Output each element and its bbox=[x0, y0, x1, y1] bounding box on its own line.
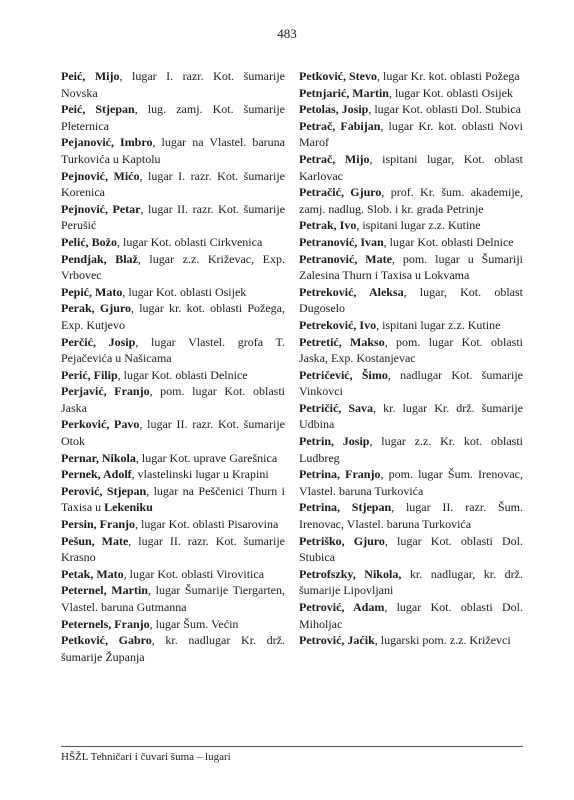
entry-name: Petrak, Ivo bbox=[299, 218, 357, 233]
register-entry bbox=[299, 334, 523, 367]
register-entry bbox=[299, 499, 523, 532]
entry-name: Petrina, Franjo bbox=[299, 467, 381, 482]
entry-name: Perović, Stjepan bbox=[61, 483, 147, 498]
entry-description: , nadlugar Kot. šumarije Vinkovci bbox=[299, 367, 523, 399]
register-entry bbox=[61, 251, 285, 284]
entry-name: Perak, Gjuro bbox=[61, 301, 131, 316]
entry-name: Petranović, Ivan bbox=[299, 234, 384, 249]
entry-description: , lugar Kot. oblasti Dol. Stubica bbox=[368, 102, 521, 117]
entry-description: , lugar z.z. Križevac, Exp. Vrbovec bbox=[61, 251, 285, 283]
left-column bbox=[61, 68, 285, 665]
entry-name: Petričević, Šimo bbox=[299, 367, 388, 382]
entry-description: , lugar Kot. oblasti Osijek bbox=[122, 284, 247, 299]
register-entry bbox=[61, 416, 285, 449]
entry-description: , lugar I. razr. Kot. šumarije Novska bbox=[61, 69, 285, 100]
entry-name: Pejnović, Petar bbox=[61, 201, 141, 216]
entry-name: Pernek, Adolf bbox=[61, 467, 132, 482]
entry-name: Petranović, Mate bbox=[299, 251, 392, 266]
register-entry bbox=[61, 466, 285, 483]
entry-description: , lugarski pom. z.z. Križevci bbox=[374, 633, 511, 648]
register-entry bbox=[299, 184, 523, 217]
entry-name: Pejanović, Imbro bbox=[61, 135, 153, 150]
entry-description: , lugar Kot. oblasti Pisarovina bbox=[135, 517, 279, 532]
register-columns bbox=[61, 68, 523, 665]
entry-description: , lugar Kot. oblasti Cirkvenica bbox=[116, 234, 263, 249]
entry-description: , prof. Kr. šum. akademije, zamj. nadlug. Slob. i kr. grada Petrinje bbox=[299, 185, 523, 216]
entry-description: , ispitani lugar z.z. Kutine bbox=[376, 317, 501, 332]
entry-name: Petnjarić, Martin bbox=[299, 85, 389, 100]
entry-description: , lugar Kr. kot. oblasti Novi Marof bbox=[299, 118, 523, 150]
register-entry bbox=[61, 300, 285, 333]
register-entry bbox=[61, 101, 285, 134]
register-entry bbox=[61, 483, 285, 516]
entry-description: , kr. nadlugar Kr. drž. šumarije Županja bbox=[61, 633, 286, 664]
entry-description: , ispitani lugar, Kot. oblast Karlovac bbox=[299, 151, 524, 183]
entry-description: , lugar Šumarije Tiergarten, Vlastel. baruna Gutmanna bbox=[61, 583, 286, 614]
entry-description: , lugar Kot. oblasti Virovitica bbox=[123, 566, 265, 581]
entry-description: , lugar na Peščenici Thurn i Taxisa u bbox=[61, 483, 285, 515]
entry-description: , pom. lugar Kot. oblasti Jaska bbox=[61, 384, 285, 415]
register-entry bbox=[299, 599, 523, 632]
entry-location-bold: Lekeniku bbox=[104, 500, 153, 515]
register-entry bbox=[61, 134, 285, 167]
entry-description: , pom. lugar Šum. Irenovac, Vlastel. baruna Turkovića bbox=[299, 467, 524, 498]
entry-description: , lugar Kr. kot. oblasti Požega bbox=[376, 69, 520, 83]
entry-description: , vlastelinski lugar u Krapini bbox=[131, 467, 269, 482]
entry-name: Petolas, Josip bbox=[299, 102, 369, 117]
register-entry bbox=[61, 582, 285, 615]
entry-description: , kr. lugar Kr. drž. šumarije Udbina bbox=[299, 400, 523, 432]
register-entry bbox=[61, 68, 285, 101]
register-entry bbox=[61, 516, 285, 533]
register-entry bbox=[299, 466, 523, 499]
entry-name: Peternel, Martin bbox=[61, 583, 148, 598]
entry-name: Petak, Mato bbox=[61, 566, 124, 581]
register-entry bbox=[61, 367, 285, 384]
entry-description: , lugar II. razr. Kot. šumarije Otok bbox=[61, 417, 286, 449]
entry-name: Petračić, Gjuro bbox=[299, 185, 382, 200]
entry-description: , lugar I. razr. Kot. šumarije Korenica bbox=[61, 168, 285, 200]
register-entry bbox=[299, 68, 523, 85]
entry-description: , lugar II. razr. Kot. šumarije Perušić bbox=[61, 201, 286, 233]
right-column bbox=[299, 68, 523, 665]
entry-description: , lugar na Vlastel. baruna Turkovića u Kaptolu bbox=[61, 135, 285, 166]
entry-name: Petrović, Jaćik bbox=[299, 633, 375, 648]
entry-name: Petrović, Adam bbox=[299, 600, 385, 614]
entry-name: Pešun, Mate bbox=[61, 533, 129, 548]
register-entry bbox=[61, 533, 285, 566]
register-entry bbox=[299, 566, 523, 599]
entry-name: Persin, Franjo bbox=[61, 517, 135, 532]
entry-description: , lugar kr. kot. oblasti Požega, Exp. Kutjevo bbox=[61, 301, 285, 332]
register-entry bbox=[61, 566, 285, 583]
register-entry bbox=[61, 168, 285, 201]
register-entry bbox=[299, 367, 523, 400]
footer-title: HŠŽL Tehničari i čuvari šuma – lugari bbox=[61, 751, 231, 763]
entry-description: , lugar Šum. Većin bbox=[149, 616, 239, 631]
register-entry bbox=[61, 234, 285, 251]
footer-divider bbox=[61, 746, 523, 747]
register-entry bbox=[299, 533, 523, 566]
entry-description: , pom. lugar u Šumariji Zalesina Thurn i Taxisa u Lokvama bbox=[299, 251, 523, 283]
register-entry bbox=[299, 284, 523, 317]
entry-name: Petriško, Gjuro bbox=[299, 533, 385, 548]
entry-name: Petretić, Makso bbox=[299, 334, 385, 349]
entry-name: Petrač, Mijo bbox=[299, 151, 370, 166]
entry-description: , pom. lugar Kot. oblasti Jaska, Exp. Kostanjevac bbox=[299, 334, 523, 366]
entry-description: , lugar Kot. uprave Garešnica bbox=[135, 450, 278, 465]
register-entry bbox=[299, 317, 523, 334]
entry-name: Petković, Gabro bbox=[61, 633, 152, 648]
register-entry bbox=[299, 251, 523, 284]
entry-name: Petreković, Ivo bbox=[299, 317, 377, 332]
entry-description: , lugar II. razr. Kot. šumarije Krasno bbox=[61, 533, 285, 565]
register-entry bbox=[299, 433, 523, 466]
entry-description: , ispitani lugar z.z. Kutine bbox=[356, 218, 481, 233]
register-entry bbox=[299, 101, 523, 118]
entry-name: Pernar, Nikola bbox=[61, 450, 136, 465]
entry-name: Petrin, Josip bbox=[299, 434, 370, 449]
register-entry bbox=[61, 632, 285, 665]
entry-name: Perjavić, Franjo bbox=[61, 384, 150, 399]
register-entry bbox=[299, 118, 523, 151]
entry-description: , lugar, Kot. oblast Dugoselo bbox=[299, 284, 523, 316]
page-number: 483 bbox=[277, 26, 297, 41]
register-entry bbox=[299, 632, 523, 649]
entry-description: , lugar Kot. oblasti Delnice bbox=[117, 367, 248, 382]
register-entry bbox=[61, 201, 285, 234]
register-entry bbox=[299, 400, 523, 433]
entry-name: Pendjak, Blaž bbox=[61, 251, 138, 266]
entry-name: Petrač, Fabijan bbox=[299, 118, 381, 133]
entry-description: , lugar z.z. Kr. kot. oblasti Ludbreg bbox=[299, 434, 523, 465]
register-entry bbox=[61, 284, 285, 301]
entry-name: Peić, Stjepan bbox=[61, 102, 135, 117]
entry-name: Petrina, Stjepan bbox=[299, 500, 392, 515]
register-entry bbox=[299, 217, 523, 234]
entry-description: , lugar Kot. oblasti Dol. Miholjac bbox=[299, 600, 523, 631]
register-entry bbox=[61, 616, 285, 633]
entry-name: Pepić, Mato bbox=[61, 284, 123, 299]
register-entry bbox=[299, 234, 523, 251]
entry-name: Perčić, Josip bbox=[61, 334, 136, 349]
entry-name: Pelić, Božo bbox=[61, 234, 117, 249]
register-entry bbox=[61, 450, 285, 467]
entry-name: Petrofszky, Nikola, bbox=[299, 566, 402, 581]
entry-description: , lugar Vlastel. grofa T. Pejačevića u Našicama bbox=[61, 334, 285, 366]
register-entry bbox=[61, 334, 285, 367]
entry-name: Petreković, Aleksa bbox=[299, 284, 404, 299]
entry-name: Peternels, Franjo bbox=[61, 616, 150, 631]
entry-name: Petković, Stevo bbox=[299, 69, 377, 83]
entry-description: , lug. zamj. Kot. šumarije Pleternica bbox=[61, 102, 285, 133]
entry-description: , lugar Kot. oblasti Osijek bbox=[388, 85, 513, 100]
entry-description: kr. nadlugar, kr. drž. šumarije Lipovljani bbox=[299, 566, 523, 598]
entry-description: , lugar Kot. oblasti Delnice bbox=[383, 234, 514, 249]
entry-description: , lugar Kot. oblasti Dol. Stubica bbox=[299, 533, 523, 565]
register-entry bbox=[61, 383, 285, 416]
entry-name: Perković, Pavo bbox=[61, 417, 140, 432]
register-entry bbox=[299, 85, 523, 102]
entry-name: Peić, Mijo bbox=[61, 69, 120, 83]
entry-description: , lugar II. razr. Šum. Irenovac, Vlastel. baruna Turkovića bbox=[299, 500, 524, 532]
entry-name: Pejnović, Mićo bbox=[61, 168, 140, 183]
register-entry bbox=[299, 151, 523, 184]
entry-name: Perić, Filip bbox=[61, 367, 118, 382]
entry-name: Petričić, Sava bbox=[299, 400, 374, 415]
